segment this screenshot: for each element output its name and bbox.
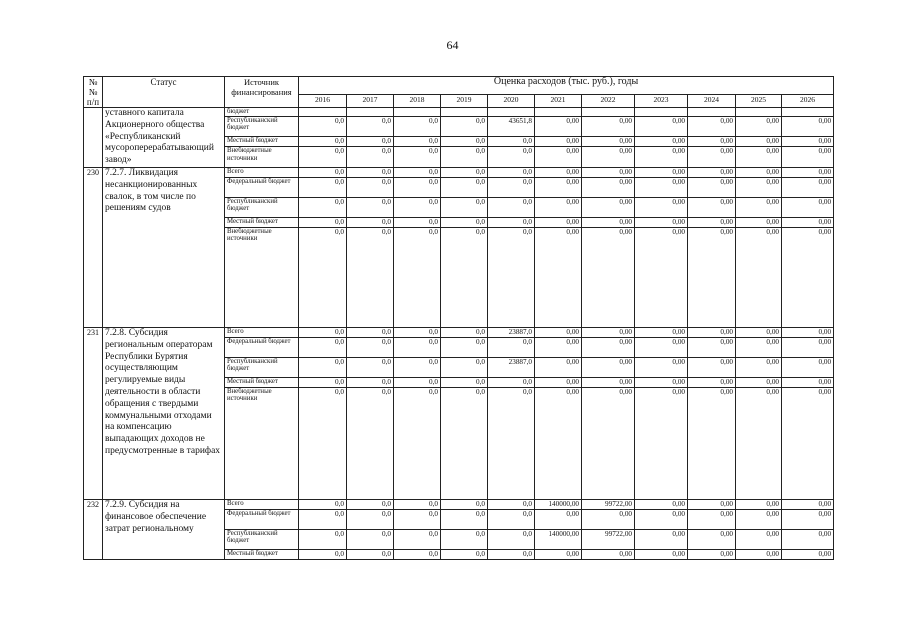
value-cell: 0,00 (688, 509, 736, 529)
value-cell: 0,0 (299, 217, 347, 227)
value-cell: 0,00 (582, 337, 635, 357)
header-year: 2016 (299, 94, 347, 107)
value-cell: 0,00 (736, 137, 782, 147)
value-cell: 0,0 (347, 529, 394, 549)
value-cell: 0,00 (635, 137, 688, 147)
value-cell: 23887,0 (488, 357, 535, 377)
table-row (84, 499, 834, 509)
value-cell: 0,00 (736, 499, 782, 509)
value-cell (488, 108, 535, 117)
source-cell: Всего (225, 327, 299, 337)
value-cell: 0,00 (736, 177, 782, 197)
value-cell: 0,00 (535, 357, 582, 377)
table-row (84, 327, 834, 337)
value-cell: 0,00 (688, 357, 736, 377)
value-cell: 0,0 (441, 217, 488, 227)
value-cell: 0,0 (394, 116, 441, 137)
value-cell: 43651,8 (488, 116, 535, 137)
value-cell: 0,0 (347, 227, 394, 327)
value-cell: 0,00 (688, 177, 736, 197)
value-cell: 0,0 (394, 147, 441, 168)
value-cell: 0,00 (535, 116, 582, 137)
value-cell: 0,0 (347, 377, 394, 387)
value-cell: 99722,00 (582, 499, 635, 509)
value-cell: 0,00 (635, 147, 688, 168)
budget-table (83, 76, 834, 560)
header-estimate: Оценка расходов (тыс. руб.), годы (299, 77, 834, 95)
header-year: 2018 (394, 94, 441, 107)
value-cell: 0,0 (441, 137, 488, 147)
source-cell: Местный бюджет (225, 217, 299, 227)
source-cell: бюджет (225, 108, 299, 117)
source-cell: Республиканский бюджет (225, 197, 299, 217)
value-cell: 0,00 (582, 137, 635, 147)
value-cell: 0,00 (688, 167, 736, 177)
value-cell: 0,0 (299, 197, 347, 217)
value-cell: 0,00 (582, 387, 635, 499)
value-cell: 0,00 (782, 327, 834, 337)
value-cell: 0,00 (782, 147, 834, 168)
value-cell: 0,0 (394, 197, 441, 217)
value-cell: 23887,0 (488, 327, 535, 337)
value-cell: 0,00 (635, 327, 688, 337)
value-cell: 0,00 (635, 509, 688, 529)
header-year: 2023 (635, 94, 688, 107)
value-cell: 0,0 (441, 337, 488, 357)
value-cell: 0,00 (782, 549, 834, 559)
value-cell: 0,0 (299, 549, 347, 559)
value-cell: 0,0 (488, 167, 535, 177)
value-cell: 0,0 (347, 147, 394, 168)
value-cell: 0,00 (535, 377, 582, 387)
row-number: 231 (84, 327, 103, 499)
row-number: 232 (84, 499, 103, 559)
value-cell: 0,0 (488, 177, 535, 197)
value-cell: 0,0 (347, 327, 394, 337)
source-cell: Внебюджетные источники (225, 147, 299, 168)
value-cell: 0,0 (299, 357, 347, 377)
status-cell: уставного капитала Акционерного общества «Республиканский мусороперерабатывающий завод» (103, 108, 225, 168)
value-cell: 0,0 (488, 337, 535, 357)
value-cell: 0,0 (347, 499, 394, 509)
source-cell: Всего (225, 499, 299, 509)
value-cell: 0,00 (736, 227, 782, 327)
value-cell: 0,00 (782, 499, 834, 509)
value-cell: 0,00 (782, 197, 834, 217)
value-cell: 0,0 (488, 147, 535, 168)
value-cell: 0,0 (299, 147, 347, 168)
value-cell (441, 108, 488, 117)
value-cell: 0,00 (736, 337, 782, 357)
table-header (84, 77, 834, 108)
value-cell: 0,0 (347, 167, 394, 177)
value-cell: 0,0 (394, 499, 441, 509)
value-cell: 0,00 (782, 217, 834, 227)
value-cell: 0,00 (635, 337, 688, 357)
value-cell: 0,00 (635, 116, 688, 137)
value-cell: 0,0 (441, 147, 488, 168)
value-cell (299, 108, 347, 117)
value-cell (394, 108, 441, 117)
value-cell: 0,00 (782, 357, 834, 377)
status-cell: 7.2.9. Субсидия на финансовое обеспечение затрат региональному (103, 499, 225, 559)
value-cell: 0,0 (394, 167, 441, 177)
value-cell: 0,0 (299, 327, 347, 337)
source-cell: Внебюджетные источники (225, 227, 299, 327)
value-cell: 0,00 (635, 227, 688, 327)
value-cell: 0,0 (394, 177, 441, 197)
header-year: 2026 (782, 94, 834, 107)
value-cell: 0,0 (488, 387, 535, 499)
value-cell: 0,0 (488, 197, 535, 217)
table-row (84, 108, 834, 117)
value-cell: 0,00 (535, 147, 582, 168)
value-cell: 0,00 (688, 387, 736, 499)
value-cell: 0,0 (441, 327, 488, 337)
value-cell: 0,00 (582, 227, 635, 327)
table-body (84, 108, 834, 560)
value-cell: 0,0 (488, 137, 535, 147)
value-cell: 0,00 (736, 377, 782, 387)
source-cell: Местный бюджет (225, 377, 299, 387)
value-cell: 0,0 (394, 549, 441, 559)
source-cell: Федеральный бюджет (225, 337, 299, 357)
source-cell: Федеральный бюджет (225, 177, 299, 197)
value-cell: 0,00 (688, 337, 736, 357)
value-cell: 0,00 (688, 499, 736, 509)
value-cell: 0,00 (782, 167, 834, 177)
header-num: № № п/п (84, 77, 103, 108)
value-cell: 0,0 (488, 499, 535, 509)
value-cell: 0,0 (347, 549, 394, 559)
value-cell: 0,00 (582, 377, 635, 387)
value-cell: 0,0 (441, 387, 488, 499)
value-cell: 0,0 (441, 377, 488, 387)
value-cell: 0,0 (394, 337, 441, 357)
value-cell: 0,00 (688, 147, 736, 168)
value-cell (688, 108, 736, 117)
row-number: 230 (84, 167, 103, 327)
value-cell: 0,00 (688, 197, 736, 217)
value-cell: 0,0 (299, 337, 347, 357)
value-cell: 0,00 (688, 377, 736, 387)
value-cell: 0,00 (582, 327, 635, 337)
value-cell: 0,00 (535, 549, 582, 559)
value-cell (347, 108, 394, 117)
source-cell: Местный бюджет (225, 549, 299, 559)
value-cell: 0,00 (688, 327, 736, 337)
value-cell: 0,00 (736, 357, 782, 377)
header-year: 2021 (535, 94, 582, 107)
value-cell: 0,0 (441, 357, 488, 377)
value-cell: 0,00 (782, 116, 834, 137)
value-cell: 0,00 (582, 147, 635, 168)
value-cell: 0,00 (582, 177, 635, 197)
value-cell: 0,0 (488, 217, 535, 227)
value-cell: 0,00 (582, 509, 635, 529)
source-cell: Местный бюджет (225, 137, 299, 147)
source-cell: Республиканский бюджет (225, 357, 299, 377)
value-cell: 0,00 (635, 377, 688, 387)
value-cell: 0,0 (347, 137, 394, 147)
value-cell: 0,00 (535, 167, 582, 177)
source-cell: Федеральный бюджет (225, 509, 299, 529)
value-cell: 0,0 (299, 116, 347, 137)
value-cell: 0,00 (582, 167, 635, 177)
value-cell: 0,0 (347, 357, 394, 377)
value-cell: 0,0 (299, 387, 347, 499)
value-cell: 0,00 (736, 529, 782, 549)
value-cell: 0,00 (635, 357, 688, 377)
value-cell: 0,00 (582, 217, 635, 227)
value-cell: 0,0 (488, 227, 535, 327)
value-cell: 0,00 (736, 147, 782, 168)
value-cell: 0,00 (782, 529, 834, 549)
value-cell: 0,0 (394, 529, 441, 549)
value-cell: 0,0 (441, 509, 488, 529)
value-cell: 0,00 (688, 137, 736, 147)
value-cell: 0,00 (736, 116, 782, 137)
value-cell: 0,0 (441, 116, 488, 137)
source-cell: Республиканский бюджет (225, 529, 299, 549)
value-cell: 0,00 (535, 327, 582, 337)
value-cell: 0,0 (299, 167, 347, 177)
value-cell: 0,00 (535, 227, 582, 327)
value-cell: 0,00 (535, 197, 582, 217)
value-cell: 0,00 (535, 337, 582, 357)
value-cell: 0,0 (347, 116, 394, 137)
value-cell (582, 108, 635, 117)
source-cell: Внебюджетные источники (225, 387, 299, 499)
value-cell: 0,0 (347, 177, 394, 197)
value-cell: 0,0 (299, 499, 347, 509)
value-cell: 0,0 (488, 509, 535, 529)
value-cell: 0,00 (782, 377, 834, 387)
value-cell: 0,00 (688, 227, 736, 327)
value-cell: 0,0 (347, 387, 394, 499)
value-cell: 0,0 (394, 137, 441, 147)
value-cell (736, 108, 782, 117)
value-cell: 0,00 (736, 197, 782, 217)
table-row (84, 167, 834, 177)
value-cell: 0,0 (299, 137, 347, 147)
value-cell: 0,00 (688, 529, 736, 549)
value-cell: 0,0 (299, 509, 347, 529)
value-cell: 0,00 (736, 549, 782, 559)
value-cell: 0,00 (535, 509, 582, 529)
header-year: 2024 (688, 94, 736, 107)
row-number (84, 108, 103, 168)
value-cell: 0,0 (394, 217, 441, 227)
value-cell: 0,0 (394, 387, 441, 499)
header-year: 2022 (582, 94, 635, 107)
value-cell: 0,00 (535, 217, 582, 227)
value-cell: 0,0 (394, 227, 441, 327)
value-cell: 0,00 (635, 387, 688, 499)
value-cell: 0,00 (635, 217, 688, 227)
value-cell: 0,0 (299, 529, 347, 549)
value-cell (782, 108, 834, 117)
value-cell: 0,00 (688, 217, 736, 227)
value-cell: 0,00 (582, 549, 635, 559)
value-cell: 0,00 (635, 197, 688, 217)
value-cell: 0,0 (299, 377, 347, 387)
value-cell: 0,00 (782, 227, 834, 327)
status-cell: 7.2.7. Ликвидация несанкционированных свалок, в том числе по решениям судов (103, 167, 225, 327)
value-cell: 0,00 (736, 167, 782, 177)
value-cell: 0,0 (488, 549, 535, 559)
value-cell: 0,00 (582, 197, 635, 217)
value-cell (535, 108, 582, 117)
value-cell: 0,0 (347, 197, 394, 217)
value-cell: 0,00 (688, 116, 736, 137)
value-cell: 0,0 (347, 217, 394, 227)
value-cell: 0,00 (688, 549, 736, 559)
value-cell: 0,0 (441, 227, 488, 327)
value-cell: 0,0 (394, 357, 441, 377)
value-cell: 0,0 (441, 177, 488, 197)
page-number: 64 (446, 38, 459, 52)
value-cell: 0,0 (488, 377, 535, 387)
value-cell: 0,00 (782, 509, 834, 529)
value-cell: 0,00 (782, 137, 834, 147)
value-cell: 0,00 (782, 337, 834, 357)
value-cell: 0,0 (441, 197, 488, 217)
value-cell: 0,0 (441, 167, 488, 177)
value-cell: 0,0 (441, 549, 488, 559)
value-cell: 0,00 (582, 357, 635, 377)
value-cell: 0,00 (736, 509, 782, 529)
value-cell: 0,0 (347, 509, 394, 529)
header-source: Источник финансирования (225, 77, 299, 108)
value-cell: 0,0 (347, 337, 394, 357)
value-cell: 0,0 (441, 499, 488, 509)
value-cell: 0,00 (635, 529, 688, 549)
header-year: 2020 (488, 94, 535, 107)
value-cell: 0,00 (635, 177, 688, 197)
source-cell: Всего (225, 167, 299, 177)
value-cell (635, 108, 688, 117)
value-cell: 0,00 (535, 137, 582, 147)
value-cell: 0,00 (635, 549, 688, 559)
header-year: 2017 (347, 94, 394, 107)
value-cell: 0,00 (582, 116, 635, 137)
value-cell: 0,00 (635, 499, 688, 509)
value-cell: 0,0 (394, 327, 441, 337)
value-cell: 0,00 (736, 327, 782, 337)
value-cell: 0,00 (535, 387, 582, 499)
source-cell: Республиканский бюджет (225, 116, 299, 137)
value-cell: 140000,00 (535, 499, 582, 509)
header-status: Статус (103, 77, 225, 108)
value-cell: 0,00 (635, 167, 688, 177)
value-cell: 99722,00 (582, 529, 635, 549)
value-cell: 0,0 (394, 509, 441, 529)
value-cell: 0,0 (488, 529, 535, 549)
value-cell: 0,0 (441, 529, 488, 549)
value-cell: 0,0 (394, 377, 441, 387)
value-cell: 140000,00 (535, 529, 582, 549)
value-cell: 0,00 (736, 217, 782, 227)
value-cell: 0,0 (299, 177, 347, 197)
header-year: 2019 (441, 94, 488, 107)
value-cell: 0,00 (782, 177, 834, 197)
value-cell: 0,00 (535, 177, 582, 197)
value-cell: 0,0 (299, 227, 347, 327)
status-cell: 7.2.8. Субсидия региональным операторам Республики Бурятия осуществляющим регулируемые виды деятельности в области обращения с твердыми коммунальными отходами на компенсацию выпадающих доходов не предусмотренные в тарифах (103, 327, 225, 499)
value-cell: 0,00 (782, 387, 834, 499)
value-cell: 0,00 (736, 387, 782, 499)
header-year: 2025 (736, 94, 782, 107)
